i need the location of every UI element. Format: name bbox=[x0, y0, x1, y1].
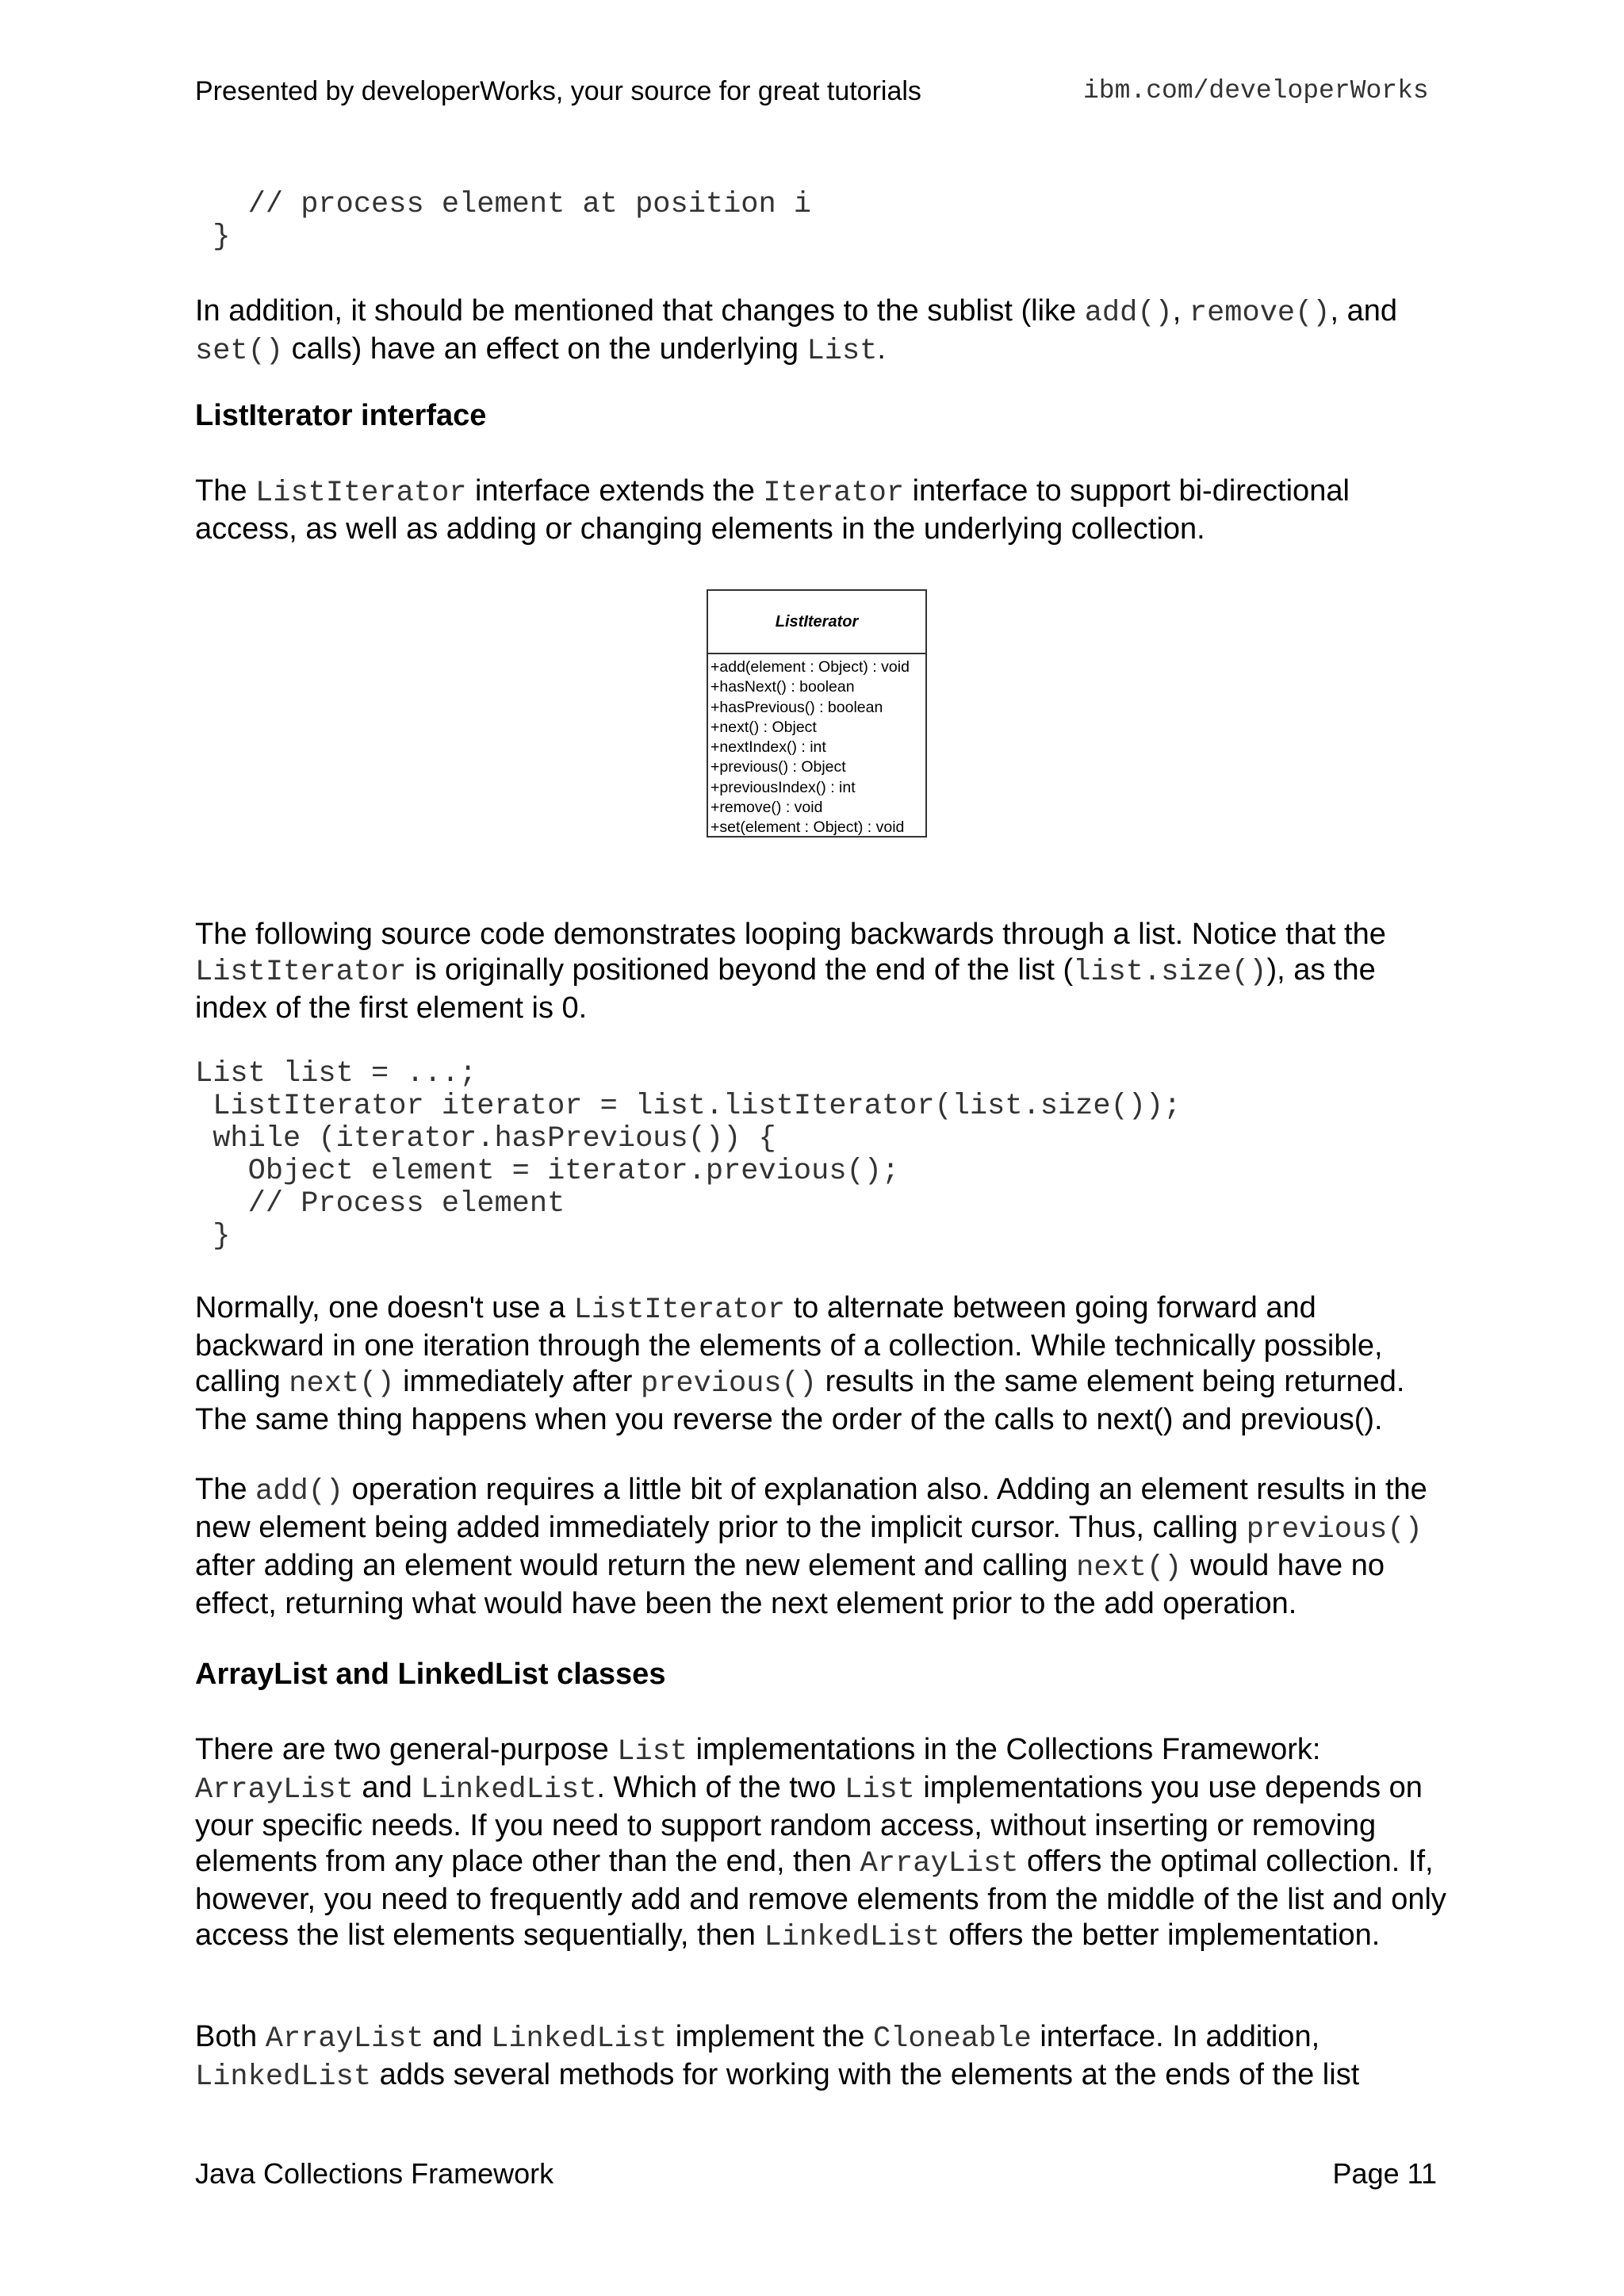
uml-operation: +hasNext() : boolean bbox=[710, 678, 855, 696]
paragraph-listiterator-intro: The ListIterator interface extends the Iterator interface to support bi-directional access, as well as adding or changing elements in the underlying collection. bbox=[195, 474, 1350, 546]
paragraph-alternating-iteration: Normally, one doesn't use a ListIterator to alternate between going forward and backward in one iteration through the elements of a collection. While technically possible, calling next() immediately after previous() results in the same element being returned. The same thing happens when you reverse the order of the calls to next() and previous(). bbox=[195, 1291, 1405, 1436]
code-backward-iteration: List list = ...; ListIterator iterator = list.listIterator(list.size()); while (iterator.hasPrevious()) { Object element = iterator.previous(); // Process element } bbox=[195, 1057, 1182, 1253]
footer-title: Java Collections Framework bbox=[195, 2157, 554, 2190]
section-heading-listiterator: ListIterator interface bbox=[195, 399, 487, 432]
uml-operation: +previousIndex() : int bbox=[710, 778, 856, 796]
uml-operation: +remove() : void bbox=[710, 799, 823, 817]
uml-operation: +next() : Object bbox=[710, 718, 817, 736]
uml-class-name: ListIterator bbox=[708, 591, 925, 654]
uml-operation: +add(element : Object) : void bbox=[710, 658, 910, 676]
code-fragment-top: // process element at position i } bbox=[213, 188, 812, 254]
header-title: Presented by developerWorks, your source for great tutorials bbox=[195, 76, 921, 106]
uml-operation: +set(element : Object) : void bbox=[710, 818, 905, 837]
uml-operation: +nextIndex() : int bbox=[710, 738, 826, 757]
paragraph-backward-loop: The following source code demonstrates looping backwards through a list. Notice that the ListIterator is originally positioned beyond the end of the list (list.size()), as the index of the first element is 0. bbox=[195, 918, 1386, 1025]
uml-operation: +hasPrevious() : boolean bbox=[710, 698, 883, 716]
paragraph-cloneable: Both ArrayList and LinkedList implement the Cloneable interface. In addition, LinkedList adds several methods for working with the elements at the ends of the list bbox=[195, 2020, 1360, 2094]
page-number: Page 11 bbox=[1332, 2157, 1437, 2190]
uml-listiterator-diagram bbox=[707, 589, 927, 838]
paragraph-add-operation: The add() operation requires a little bit of explanation also. Adding an element results in the new element being added immediately prior to the implicit cursor. Thus, calling previous() after adding an element would return the new element and calling next() would have no effect, returning what would have been the next element prior to the add operation. bbox=[195, 1473, 1427, 1620]
uml-operations bbox=[708, 654, 925, 838]
paragraph-list-implementations: There are two general-purpose List implementations in the Collections Framework: ArrayList and LinkedList. Which of the two List implementations you use depends on your specific needs. If you need to support random access, without inserting or removing elements from any place other than the end, then ArrayList offers the optimal collection. If, however, you need to frequently add and remove elements from the middle of the list and only access the list elements sequentially, then LinkedList offers the better implementation. bbox=[195, 1733, 1446, 1954]
section-heading-arraylist-linkedlist: ArrayList and LinkedList classes bbox=[195, 1658, 666, 1691]
header-url: ibm.com/developerWorks bbox=[1083, 76, 1429, 105]
uml-operation: +previous() : Object bbox=[710, 758, 846, 776]
paragraph-sublist-note: In addition, it should be mentioned that changes to the sublist (like add(), remove(), and set() calls) have an effect on the underlying List. bbox=[195, 294, 1398, 368]
